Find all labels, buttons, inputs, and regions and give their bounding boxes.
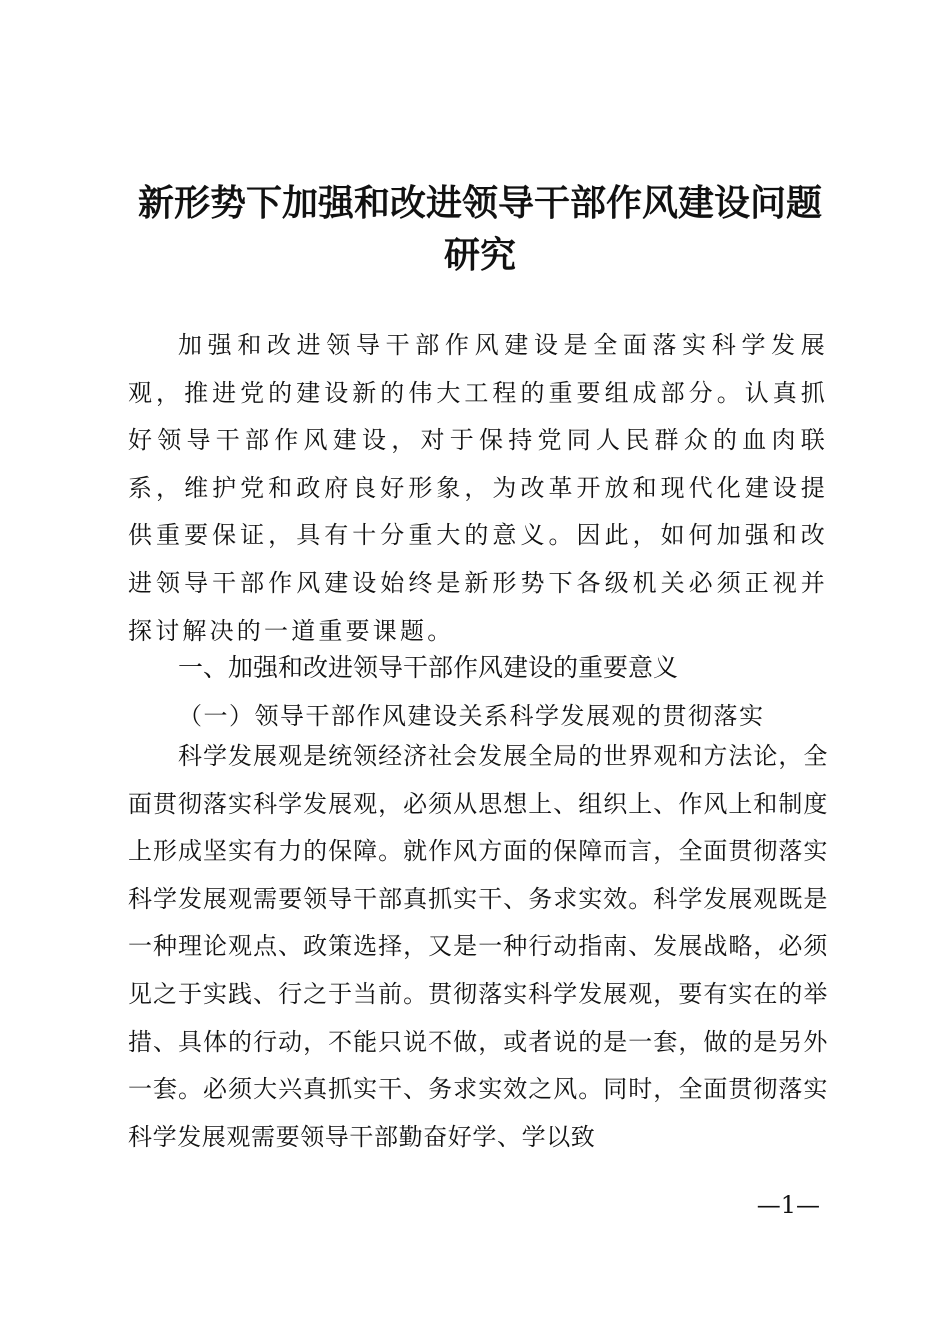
page-number: —1—	[756, 1191, 820, 1219]
subsection-heading: （一）领导干部作风建设关系科学发展观的贯彻落实	[178, 702, 765, 730]
body-paragraph: 科学发展观是统领经济社会发展全局的世界观和方法论，全面贯彻落实科学发展观，必须从思想上、组织上、作风上和制度上形成坚实有力的保障。就作风方面的保障而言，全面贯彻落实科学发展观需要领导干部真抓实干、务求实效。科学发展观既是一种理论观点、政策选择，又是一种行动指南、发展战略，必须见之于实践、行之于当前。贯彻落实科学发展观，要有实在的举措、具体的行动，不能只说不做，或者说的是一套，做的是另外一套。必须大兴真抓实干、务求实效之风。同时，全面贯彻落实科学发展观需要领导干部勤奋好学、学以致	[128, 742, 828, 1151]
intro-paragraph: 加强和改进领导干部作风建设是全面落实科学发展观，推进党的建设新的伟大工程的重要组成部分。认真抓好领导干部作风建设，对于保持党同人民群众的血肉联系，维护党和政府良好形象，为改革开放和现代化建设提供重要保证，具有十分重大的意义。因此，如何加强和改进领导干部作风建设始终是新形势下各级机关必须正视并探讨解决的一道重要课题。	[128, 331, 828, 645]
document-title: 新形势下加强和改进领导干部作风建设问题研究	[137, 183, 822, 276]
section-heading: 一、加强和改进领导干部作风建设的重要意义	[178, 653, 679, 682]
